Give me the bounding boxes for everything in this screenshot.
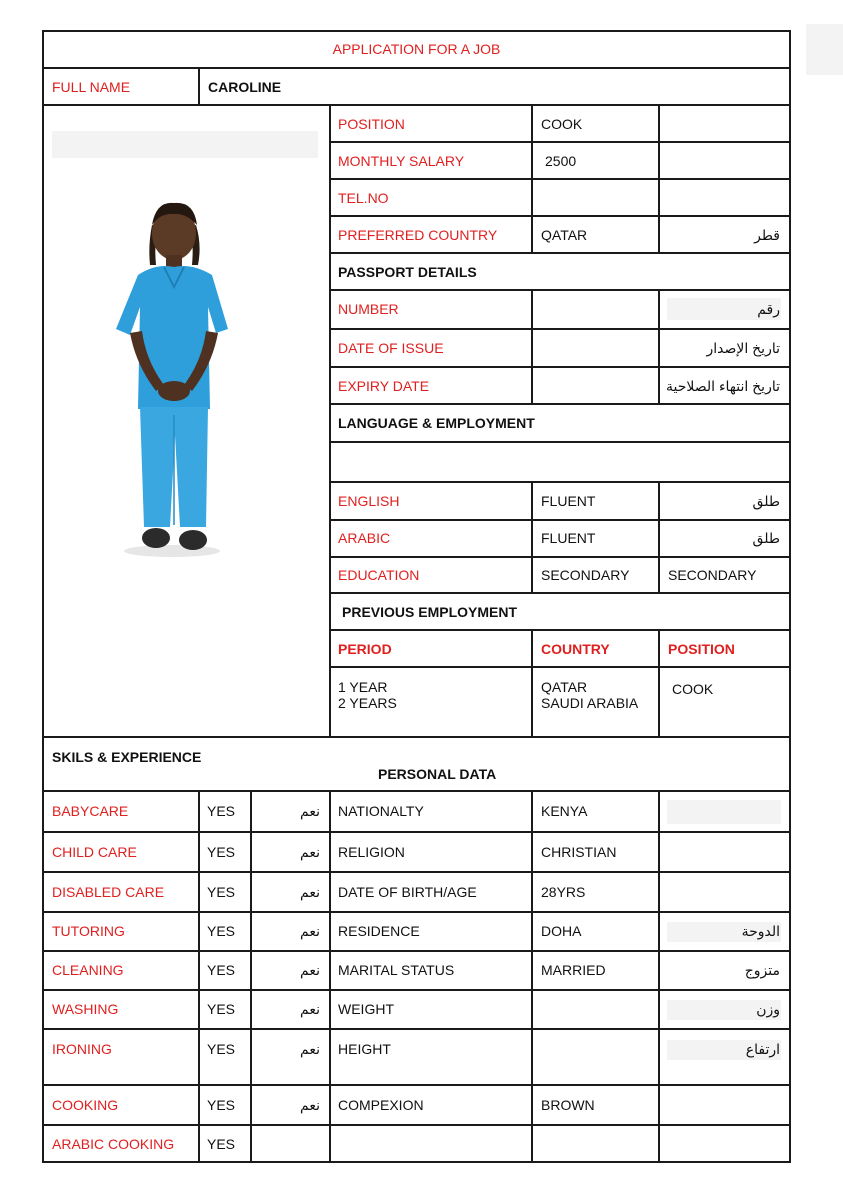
full-name-label: FULL NAME	[52, 79, 131, 95]
personal-arabic: وزن	[756, 1001, 780, 1017]
english-arabic: طلق	[752, 493, 780, 509]
preferred-country-arabic: قطر	[754, 227, 780, 243]
vline-photo	[329, 104, 331, 738]
vline-skill2	[250, 790, 252, 1163]
arabic-lang-value: FLUENT	[541, 530, 596, 546]
preferred-country-value: QATAR	[541, 227, 588, 243]
personal-arabic: متزوج	[744, 962, 780, 978]
personal-label: COMPEXION	[338, 1097, 424, 1113]
border-left	[42, 30, 44, 1163]
border-bottom	[42, 1161, 791, 1163]
personal-value: CHRISTIAN	[541, 844, 617, 860]
arabic-lang-arabic: طلق	[752, 530, 780, 546]
expiry-date-label: EXPIRY DATE	[338, 378, 430, 394]
preferred-country-label: PREFERRED COUNTRY	[338, 227, 498, 243]
vline-a3	[531, 481, 533, 594]
english-label: ENGLISH	[338, 493, 400, 509]
vline-a2	[531, 289, 533, 405]
skill-arabic: نعم	[300, 1001, 320, 1017]
skill-arabic: نعم	[300, 844, 320, 860]
rule-r6	[329, 328, 791, 330]
skill-arabic: نعم	[300, 1097, 320, 1113]
form-title: APPLICATION FOR A JOB	[332, 41, 501, 57]
personal-arabic: الدوحة	[741, 923, 780, 939]
employment-periods: 1 YEAR 2 YEARS	[338, 679, 397, 711]
personal-value: KENYA	[541, 803, 588, 819]
skill-value: YES	[207, 923, 236, 939]
skill-label: BABYCARE	[52, 803, 129, 819]
vline-skill4	[531, 790, 533, 1163]
skill-label: WASHING	[52, 1001, 119, 1017]
vline-name	[198, 67, 200, 106]
rule-b9	[42, 1124, 791, 1126]
personal-label: RESIDENCE	[338, 923, 420, 939]
skill-arabic: نعم	[300, 1041, 320, 1057]
position-label: POSITION	[338, 116, 405, 132]
skill-label: CLEANING	[52, 962, 124, 978]
shade-above-photo	[52, 131, 318, 158]
corner-shade	[806, 24, 843, 75]
expiry-date-arabic: تاريخ انتهاء الصلاحية	[666, 378, 780, 394]
rule-r15	[329, 666, 791, 668]
full-name-value: CAROLINE	[208, 79, 282, 95]
border-top	[42, 30, 791, 32]
passport-number-arabic: رقم	[757, 301, 780, 317]
rule-b7	[42, 1028, 791, 1030]
rule-r9	[329, 441, 791, 443]
skill-label: TUTORING	[52, 923, 125, 939]
skill-value: YES	[207, 962, 236, 978]
rule-r1	[329, 141, 791, 143]
personal-value: MARRIED	[541, 962, 606, 978]
skill-label: COOKING	[52, 1097, 119, 1113]
education-label: EDUCATION	[338, 567, 420, 583]
skills-heading: SKILS & EXPERIENCE	[52, 749, 202, 765]
rule-r3	[329, 215, 791, 217]
vline-skill1	[198, 790, 200, 1163]
english-value: FLUENT	[541, 493, 596, 509]
skill-arabic: نعم	[300, 803, 320, 819]
rule-r4	[329, 252, 791, 254]
rule-skills-top	[42, 736, 791, 738]
skill-label: ARABIC COOKING	[52, 1136, 175, 1152]
rule-r12	[329, 556, 791, 558]
rule-r7	[329, 366, 791, 368]
skill-arabic: نعم	[300, 923, 320, 939]
personal-value: DOHA	[541, 923, 582, 939]
vline-a4	[531, 629, 533, 738]
rule-b3	[42, 871, 791, 873]
rule-name	[42, 104, 791, 106]
skill-value: YES	[207, 1097, 236, 1113]
border-right	[789, 30, 791, 1163]
date-of-issue-arabic: تاريخ الإصدار	[706, 340, 780, 356]
personal-label: RELIGION	[338, 844, 405, 860]
rule-b5	[42, 950, 791, 952]
arabic-lang-label: ARABIC	[338, 530, 391, 546]
vline-skill3	[329, 790, 331, 1163]
education-value: SECONDARY	[541, 567, 630, 583]
monthly-salary-label: MONTHLY SALARY	[338, 153, 465, 169]
personal-value: BROWN	[541, 1097, 595, 1113]
rule-b1	[42, 790, 791, 792]
skill-value: YES	[207, 803, 236, 819]
rule-title	[42, 67, 791, 69]
education-value-2: SECONDARY	[668, 567, 757, 583]
rule-r13	[329, 592, 791, 594]
personal-heading: PERSONAL DATA	[378, 766, 497, 782]
vline-a1	[531, 104, 533, 254]
rule-b2	[42, 831, 791, 833]
col-country: COUNTRY	[541, 641, 610, 657]
skill-value: YES	[207, 1001, 236, 1017]
rule-b6	[42, 989, 791, 991]
rule-r10	[329, 481, 791, 483]
skill-value: YES	[207, 844, 236, 860]
vline-skill5	[658, 790, 660, 1163]
previous-employment-heading: PREVIOUS EMPLOYMENT	[342, 604, 518, 620]
date-of-issue-label: DATE OF ISSUE	[338, 340, 444, 356]
rule-r8	[329, 403, 791, 405]
rule-b4	[42, 911, 791, 913]
employment-countries: QATAR SAUDI ARABIA	[541, 679, 639, 711]
rule-b8	[42, 1084, 791, 1086]
tel-no-label: TEL.NO	[338, 190, 389, 206]
vline-b2	[658, 289, 660, 405]
skill-arabic: نعم	[300, 962, 320, 978]
employment-position: COOK	[672, 681, 714, 697]
vline-b3	[658, 481, 660, 594]
skill-value: YES	[207, 1041, 236, 1057]
skill-arabic: نعم	[300, 884, 320, 900]
applicant-photo	[100, 195, 240, 565]
skill-label: IRONING	[52, 1041, 112, 1057]
personal-arabic: ارتفاع	[745, 1041, 780, 1057]
personal-label: HEIGHT	[338, 1041, 391, 1057]
skill-value: YES	[207, 884, 236, 900]
passport-heading: PASSPORT DETAILS	[338, 264, 477, 280]
rule-r11	[329, 519, 791, 521]
rule-r5	[329, 289, 791, 291]
vline-b1	[658, 104, 660, 254]
skill-value: YES	[207, 1136, 236, 1152]
personal-label: DATE OF BIRTH/AGE	[338, 884, 477, 900]
position-value: COOK	[541, 116, 583, 132]
col-position: POSITION	[668, 641, 735, 657]
shade-nationality	[667, 800, 781, 824]
skill-label: DISABLED CARE	[52, 884, 165, 900]
rule-r14	[329, 629, 791, 631]
personal-value: 28YRS	[541, 884, 586, 900]
personal-label: WEIGHT	[338, 1001, 394, 1017]
language-heading: LANGUAGE & EMPLOYMENT	[338, 415, 535, 431]
vline-b4	[658, 629, 660, 738]
passport-number-label: NUMBER	[338, 301, 399, 317]
skill-label: CHILD CARE	[52, 844, 137, 860]
personal-label: MARITAL STATUS	[338, 962, 455, 978]
rule-r2	[329, 178, 791, 180]
monthly-salary-value: 2500	[545, 153, 577, 169]
personal-label: NATIONALTY	[338, 803, 424, 819]
col-period: PERIOD	[338, 641, 392, 657]
